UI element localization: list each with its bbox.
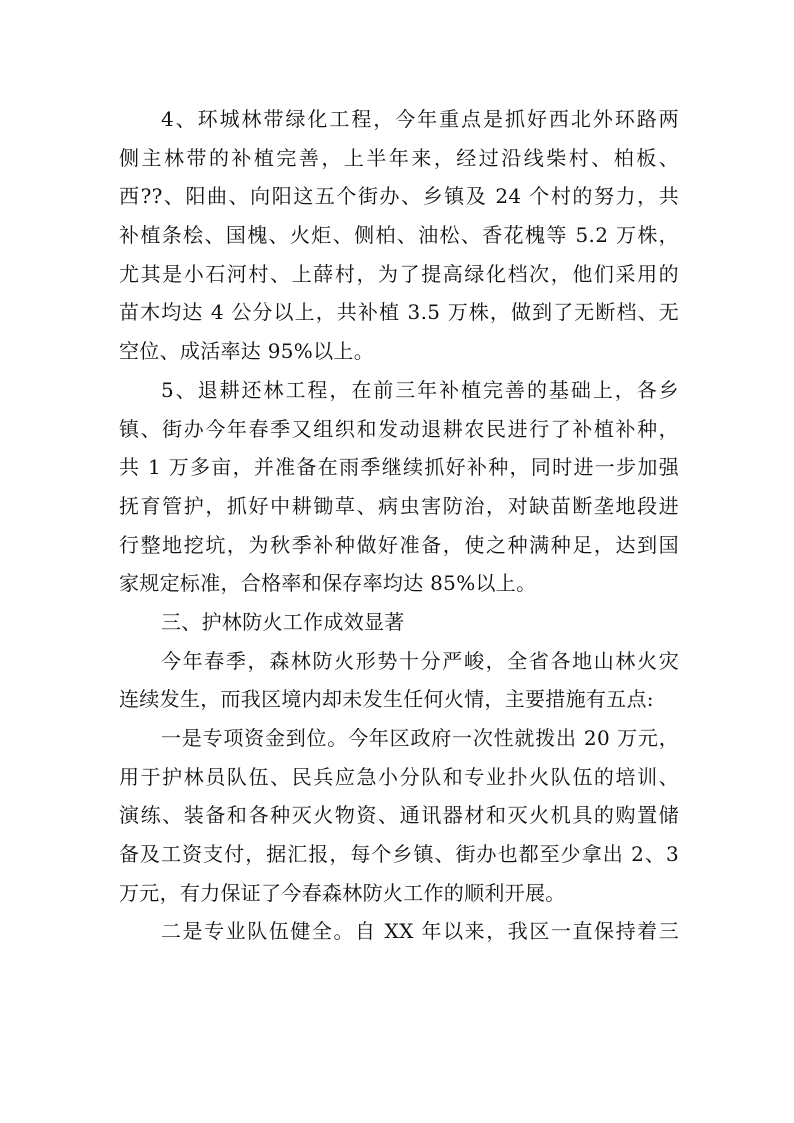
paragraph-5-line-4: 抚育管护，抓好中耕锄草、病虫害防治，对缺苗断垄地段进: [119, 493, 679, 518]
paragraph-4-line-6: 苗木均达 4 公分以上，共补植 3.5 万株，做到了无断档、无: [119, 300, 679, 325]
document-body: [119, 100, 679, 951]
paragraph-funding-line-1: 一是专项资金到位。今年区政府一次性就拨出 20 万元，: [161, 726, 679, 750]
paragraph-5-line-1: 5、退耕还林工程，在前三年补植完善的基础上，各乡: [161, 377, 679, 402]
paragraph-4-line-5: 尤其是小石河村、上薛村，为了提高绿化档次，他们采用的: [119, 261, 679, 286]
paragraph-4-line-3: 西??、阳曲、向阳这五个街办、乡镇及 24 个村的努力，共: [119, 184, 679, 209]
paragraph-fire-line-2: 连续发生，而我区境内却未发生任何火情，主要措施有五点:: [119, 687, 654, 712]
paragraph-funding-line-2: 用于护林员队伍、民兵应急小分队和专业扑火队伍的培训、: [119, 764, 679, 789]
paragraph-5-line-5: 行整地挖坑，为秋季补种做好准备，使之种满种足，达到国: [119, 532, 679, 557]
paragraph-funding-line-3: 演练、装备和各种灭火物资、通讯器材和灭火机具的购置储: [119, 803, 679, 828]
paragraph-funding-line-4: 备及工资支付，据汇报，每个乡镇、街办也都至少拿出 2、3: [119, 842, 679, 867]
paragraph-team-line-1: 二是专业队伍健全。自 XX 年以来，我区一直保持着三: [161, 919, 679, 944]
paragraph-4-line-4: 补植条桧、国槐、火炬、侧柏、油松、香花槐等 5.2 万株，: [119, 223, 679, 248]
paragraph-fire-line-1: 今年春季，森林防火形势十分严峻，全省各地山林火灾: [161, 648, 679, 673]
paragraph-4-line-7: 空位、成活率达 95%以上。: [119, 339, 375, 364]
paragraph-5-line-6: 家规定标准，合格率和保存率均达 85%以上。: [119, 571, 537, 596]
paragraph-4-line-2: 侧主林带的补植完善，上半年来，经过沿线柴村、柏板、: [119, 145, 679, 170]
paragraph-4-line-1: 4、环城林带绿化工程，今年重点是抓好西北外环路两: [161, 107, 679, 131]
paragraph-5-line-2: 镇、街办今年春季又组织和发动退耕农民进行了补植补种，: [119, 416, 679, 441]
paragraph-5-line-3: 共 1 万多亩，并准备在雨季继续抓好补种，同时进一步加强: [119, 455, 679, 480]
section-heading: 三、护林防火工作成效显著: [161, 609, 405, 634]
paragraph-funding-line-5: 万元，有力保证了今春森林防火工作的顺利开展。: [119, 880, 566, 905]
